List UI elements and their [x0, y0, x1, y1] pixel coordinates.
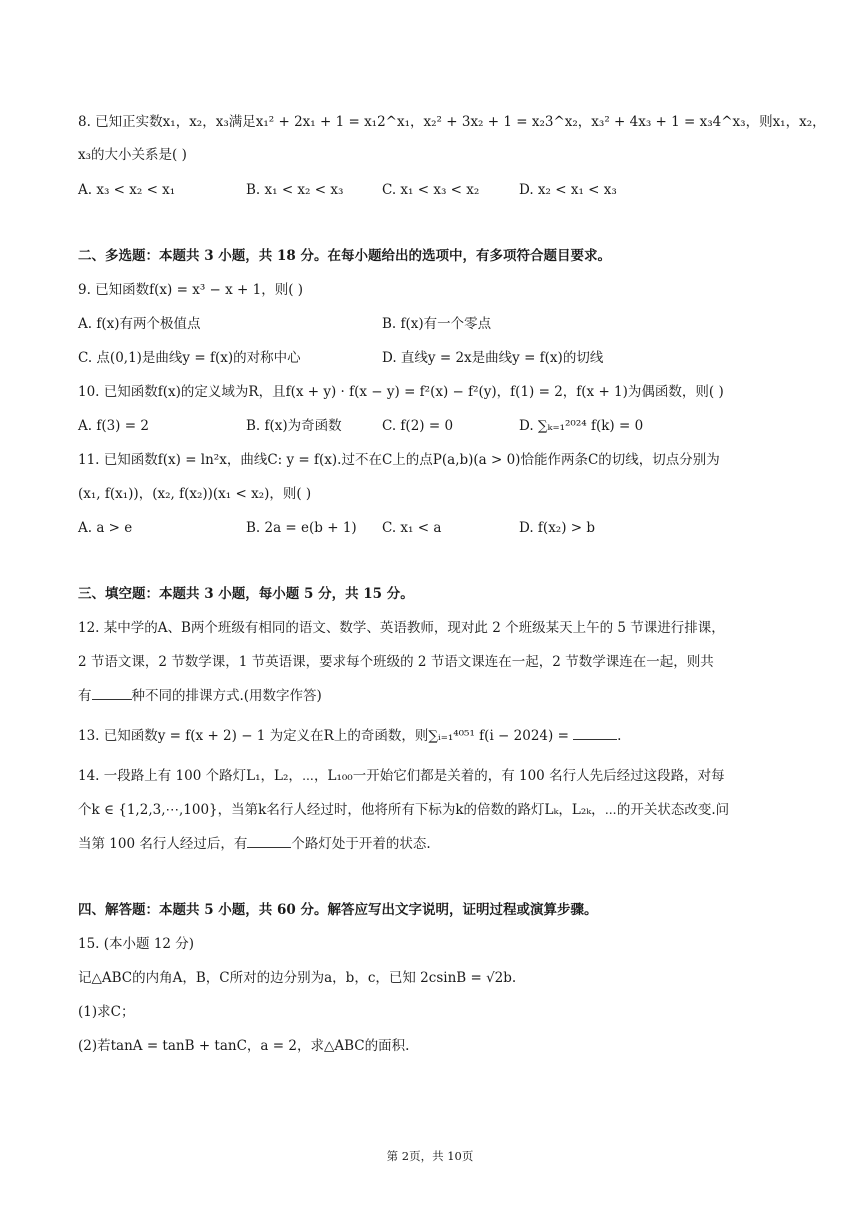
page-footer: 第 2页，共 10页 — [386, 1149, 474, 1163]
q15-header: 15. (本小题 12 分) — [78, 936, 195, 952]
q9-stem: 9. 已知函数f(x) = x³ − x + 1，则( ) — [78, 282, 304, 298]
q15-part-1: (1)求C； — [78, 1004, 135, 1020]
q11-stem-cont: (x₁, f(x₁))，(x₂, f(x₂))(x₁ < x₂)，则( ) — [78, 486, 312, 502]
q11-option-a: A. a > e — [78, 520, 133, 536]
q8-stem-cont: x₃的大小关系是( ) — [78, 147, 187, 163]
q10-option-b: B. f(x)为奇函数 — [246, 418, 342, 434]
q14-stem: 14. 一段路上有 100 个路灯L₁，L₂，⋯，L₁₀₀一开始它们都是关着的，有 100 名行人先后经过这段路，对每 — [78, 768, 725, 784]
section-heading-solutions: 四、解答题：本题共 5 小题，共 60 分。解答应写出文字说明，证明过程或演算步骤。 — [78, 902, 598, 918]
q10-stem: 10. 已知函数f(x)的定义域为R，且f(x + y) · f(x − y) = f²(x) − f²(y)，f(1) = 2，f(x + 1)为偶函数，则( ) — [78, 384, 724, 400]
q14-text-after-blank: 个路灯处于开着的状态. — [291, 836, 431, 852]
q11-option-b: B. 2a = e(b + 1) — [246, 520, 357, 536]
q14-text-before-blank: 当第 100 名行人经过后，有 — [78, 836, 248, 852]
q13-answer-blank — [573, 727, 617, 740]
q12-stem-end — [78, 686, 322, 706]
q14-stem-end — [78, 834, 431, 854]
q9-option-d: D. 直线y = 2x是曲线y = f(x)的切线 — [382, 350, 604, 366]
q13-text: 13. 已知函数y = f(x + 2) − 1 为定义在R上的奇函数，则∑ᵢ₌₁⁴⁰⁵¹ f(i − 2024) = — [78, 728, 574, 744]
q13-period: . — [617, 728, 622, 744]
q9-option-b: B. f(x)有一个零点 — [382, 316, 492, 332]
q15-stem: 记△ABC的内角A，B，C所对的边分别为a，b，c，已知 2csinB = √2b. — [78, 970, 517, 986]
q12-text-after-blank: 种不同的排课方式.(用数字作答) — [131, 688, 322, 704]
q10-option-a: A. f(3) = 2 — [78, 418, 149, 434]
q14-answer-blank — [247, 835, 291, 848]
section-heading-fill-in: 三、填空题：本题共 3 小题，每小题 5 分，共 15 分。 — [78, 586, 414, 602]
section-heading-multiple-choice: 二、多选题：本题共 3 小题，共 18 分。在每小题给出的选项中，有多项符合题目要求。 — [78, 248, 611, 264]
q12-stem-cont: 2 节语文课，2 节数学课，1 节英语课，要求每个班级的 2 节语文课连在一起，2 节数学课连在一起，则共 — [78, 654, 714, 670]
q8-option-b: B. x₁ < x₂ < x₃ — [246, 182, 344, 198]
q12-stem: 12. 某中学的A、B两个班级有相同的语文、数学、英语教师，现对此 2 个班级某天上午的 5 节课进行排课， — [78, 620, 725, 636]
q14-stem-cont: 个k ∈ {1,2,3,⋯,100}，当第k名行人经过时，他将所有下标为k的倍数的路灯Lₖ，L₂ₖ，⋯的开关状态改变.问 — [78, 802, 730, 818]
q11-option-c: C. x₁ < a — [382, 520, 442, 536]
q11-option-d: D. f(x₂) > b — [519, 520, 596, 536]
q8-option-d: D. x₂ < x₁ < x₃ — [519, 182, 617, 198]
q10-option-c: C. f(2) = 0 — [382, 418, 454, 434]
q12-text-before-blank: 有 — [78, 688, 92, 704]
q9-option-a: A. f(x)有两个极值点 — [78, 316, 201, 332]
q12-answer-blank — [92, 687, 132, 700]
q8-stem: 8. 已知正实数x₁，x₂，x₃满足x₁² + 2x₁ + 1 = x₁2^x₁，x₂² + 3x₂ + 1 = x₂3^x₂，x₃² + 4x₃ + 1 = x₃4^x₃，则x₁，x₂， — [78, 114, 826, 130]
q15-part-2: (2)若tanA = tanB + tanC，a = 2，求△ABC的面积. — [78, 1038, 410, 1054]
q10-option-d: D. ∑ₖ₌₁²⁰²⁴ f(k) = 0 — [519, 418, 644, 434]
q13-stem — [78, 726, 621, 746]
q8-option-a: A. x₃ < x₂ < x₁ — [78, 182, 176, 198]
q8-option-c: C. x₁ < x₃ < x₂ — [382, 182, 480, 198]
q11-stem: 11. 已知函数f(x) = ln²x，曲线C: y = f(x).过不在C上的点P(a,b)(a > 0)恰能作两条C的切线，切点分别为 — [78, 452, 720, 468]
q9-option-c: C. 点(0,1)是曲线y = f(x)的对称中心 — [78, 350, 301, 366]
